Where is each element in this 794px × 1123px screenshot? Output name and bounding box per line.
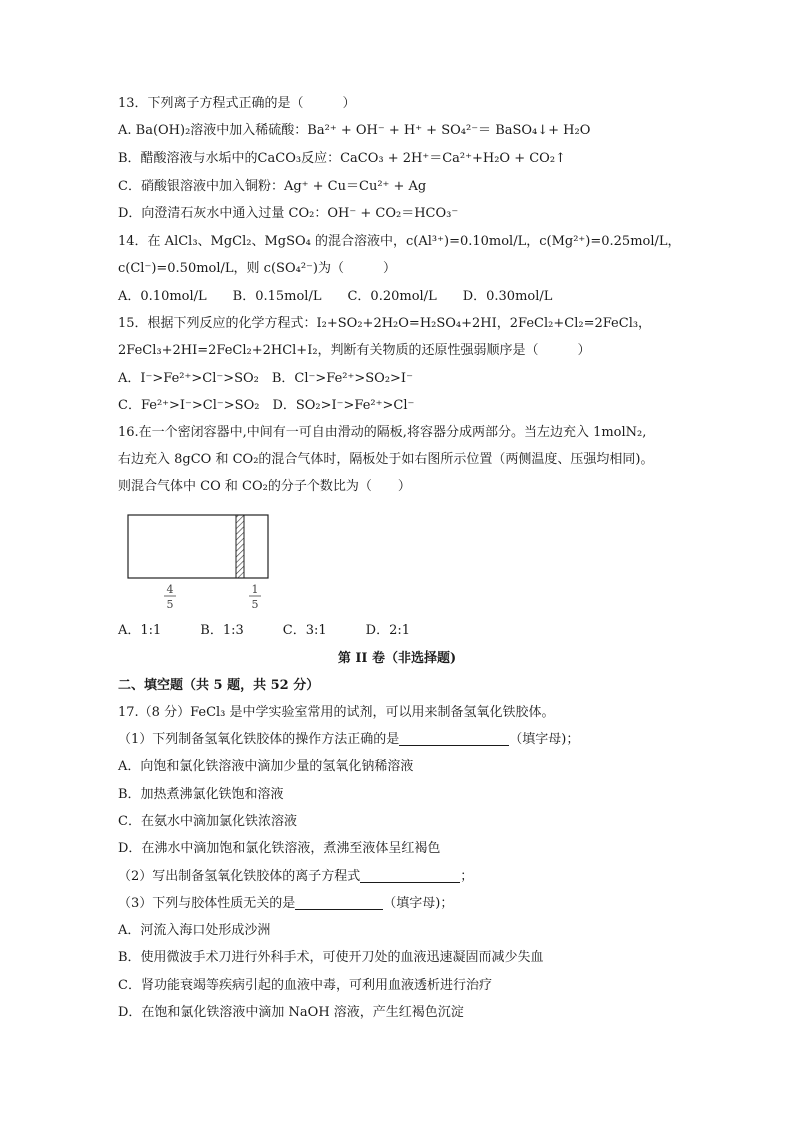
q13-option-b: B．醋酸溶液与水垢中的CaCO₃反应：CaCO₃ + 2H⁺＝Ca²⁺+H₂O + CO₂↑ (118, 151, 566, 166)
right-fraction-numerator: 1 (251, 583, 259, 596)
q17-sub1-option-c: C．在氨水中滴加氯化铁浓溶液 (118, 814, 297, 829)
q17-sub3-option-a: A．河流入海口处形成沙洲 (118, 923, 271, 938)
left-fraction-denominator: 5 (166, 598, 174, 611)
q13-stem: 13．下列离子方程式正确的是（ ） (118, 96, 356, 111)
q17-sub1-answer-blank[interactable] (399, 731, 509, 746)
q16-stem-line2: 右边充入 8gCO 和 CO₂的混合气体时，隔板处于如右图所示位置（两侧温度、压强均相同)。 (118, 452, 654, 467)
q16-stem-line3: 则混合气体中 CO 和 CO₂的分子个数比为（ ） (118, 479, 411, 494)
q17-sub1-option-d: D．在沸水中滴加饱和氯化铁溶液，煮沸至液体呈红褐色 (118, 841, 441, 856)
q14-stem-line1: 14．在 AlCl₃、MgCl₂、MgSO₄ 的混合溶液中，c(Al³⁺)=0.10mol/L，c(Mg²⁺)=0.25mol/L， (118, 234, 681, 249)
container-diagram (118, 505, 288, 615)
q15-stem-line1: 15．根据下列反应的化学方程式：I₂+SO₂+2H₂O=H₂SO₄+2HI，2FeCl₂+Cl₂=2FeCl₃， (118, 316, 652, 331)
right-fraction-denominator: 5 (251, 598, 259, 611)
q17-sub1 (118, 731, 579, 749)
q17-sub3 (118, 895, 453, 913)
q13-option-c: C．硝酸银溶液中加入铜粉：Ag⁺ + Cu＝Cu²⁺ + Ag (118, 179, 427, 194)
q17-sub2-text: （2）写出制备氢氧化铁胶体的离子方程式 (118, 869, 361, 884)
q17-sub2-tail: ； (460, 869, 474, 884)
q17-sub3-option-b: B．使用微波手术刀进行外科手术，可使开刀处的血液迅速凝固而减少失血 (118, 950, 544, 965)
sliding-partition (236, 515, 244, 578)
q17-sub2 (118, 868, 473, 886)
q13-option-d: D．向澄清石灰水中通入过量 CO₂：OH⁻ + CO₂＝HCO₃⁻ (118, 206, 459, 221)
container-box (128, 515, 268, 578)
q15-stem-line2: 2FeCl₃+2HI=2FeCl₂+2HCl+I₂，判断有关物质的还原性强弱顺序是（ ） (118, 343, 591, 358)
q17-sub1-text: （1）下列制备氢氧化铁胶体的操作方法正确的是 (118, 732, 400, 747)
q17-sub2-answer-blank[interactable] (360, 868, 460, 883)
part-heading: 二、填空题（共 5 题，共 52 分） (118, 678, 320, 693)
q14-stem-line2: c(Cl⁻)=0.50mol/L，则 c(SO₄²⁻)为（ ） (118, 261, 396, 276)
q16-stem-line1: 16.在一个密闭容器中,中间有一可自由滑动的隔板,将容器分成两部分。当左边充入 1molN₂, (118, 425, 647, 440)
q15-options-line1: A．I⁻>Fe²⁺>Cl⁻>SO₂ B．Cl⁻>Fe²⁺>SO₂>I⁻ (118, 371, 413, 386)
q13-option-a: A. Ba(OH)₂溶液中加入稀硫酸：Ba²⁺ + OH⁻ + H⁺ + SO₄²⁻＝ BaSO₄↓+ H₂O (118, 123, 591, 138)
q17-sub3-option-c: C．肾功能衰竭等疾病引起的血液中毒，可利用血液透析进行治疗 (118, 978, 492, 993)
q17-sub1-tail: （填字母)； (509, 732, 580, 747)
q17-sub3-tail: （填字母)； (383, 896, 454, 911)
q17-sub1-option-a: A．向饱和氯化铁溶液中滴加少量的氢氧化钠稀溶液 (118, 759, 414, 774)
q14-options: A．0.10mol/L B．0.15mol/L C．0.20mol/L D．0.30mol/L (118, 289, 553, 304)
q17-sub1-option-b: B．加热煮沸氯化铁饱和溶液 (118, 787, 284, 802)
q17-sub3-answer-blank[interactable] (295, 895, 383, 910)
section-title: 第 II 卷（非选择题) (337, 651, 457, 666)
q17-intro: 17.（8 分）FeCl₃ 是中学实验室常用的试剂，可以用来制备氢氧化铁胶体。 (118, 705, 555, 720)
q17-sub3-text: （3）下列与胶体性质无关的是 (118, 896, 296, 911)
q15-options-line2: C．Fe²⁺>I⁻>Cl⁻>SO₂ D．SO₂>I⁻>Fe²⁺>Cl⁻ (118, 398, 415, 413)
q17-sub3-option-d: D．在饱和氯化铁溶液中滴加 NaOH 溶液，产生红褐色沉淀 (118, 1005, 464, 1020)
q16-options: A．1:1 B．1:3 C．3:1 D．2:1 (118, 623, 410, 638)
left-fraction-numerator: 4 (166, 583, 174, 596)
